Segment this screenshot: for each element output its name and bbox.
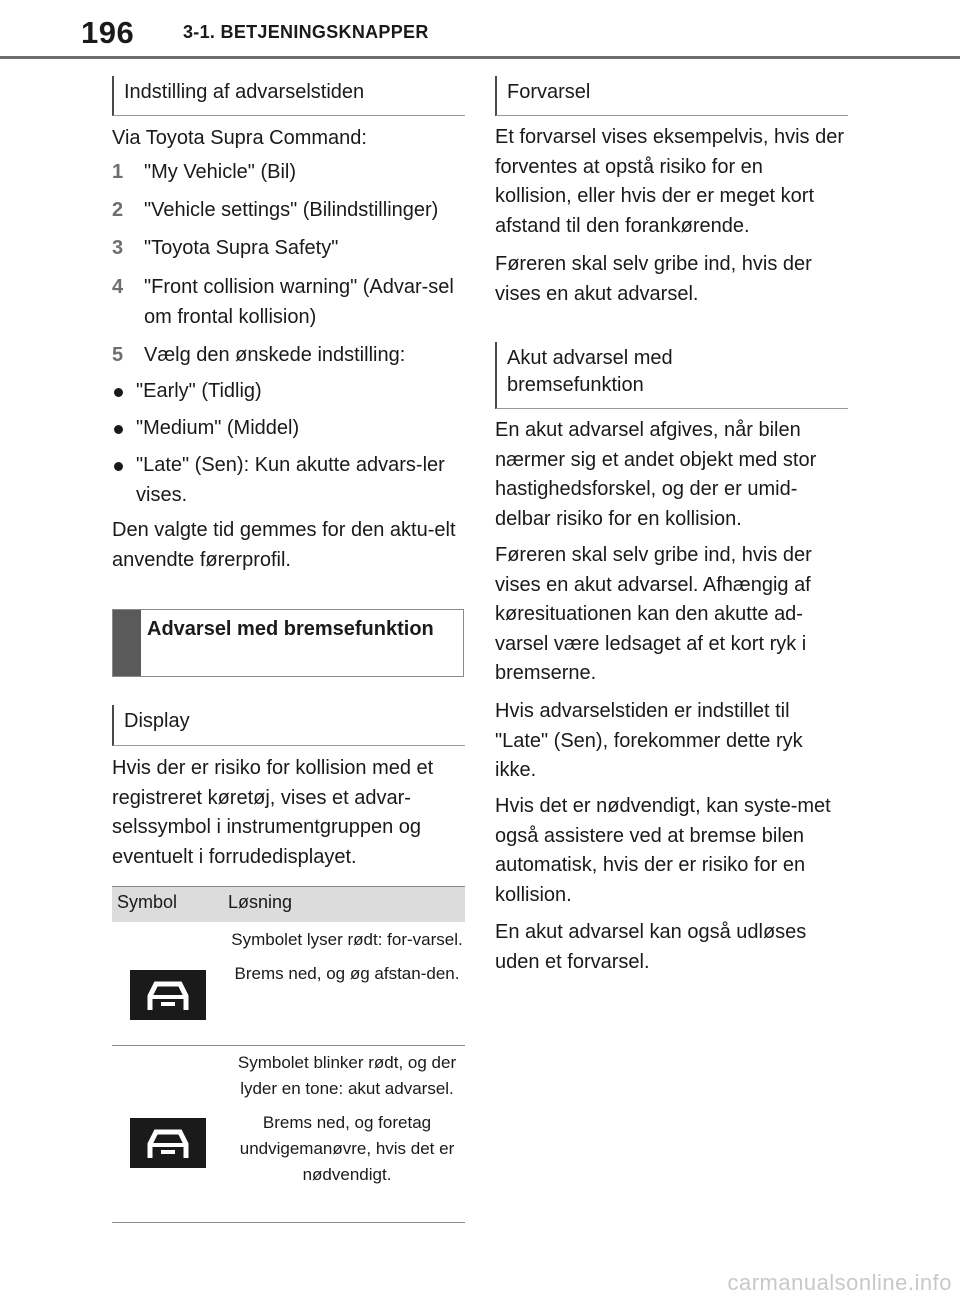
step-number: 1 — [112, 161, 124, 183]
step-number: 3 — [112, 237, 124, 259]
bullet-late — [112, 451, 469, 511]
step-3 — [112, 234, 469, 264]
step-1 — [112, 158, 469, 188]
acute-paragraph-5: En akut advarsel kan også udløses uden et forvarsel. — [495, 921, 807, 973]
page-number: 196 — [81, 15, 135, 50]
solution-text — [230, 927, 464, 987]
acute-paragraph-2: Føreren skal selv gribe ind, hvis der vises en akut advarsel. Afhængig af køresituationen kan den akutte ad-varsel være ledsaget af et kort ryk i bremserne. — [495, 544, 812, 684]
subhead-acute-text: Akut advarsel med bremsefunktion — [507, 347, 673, 396]
subhead-display-text: Display — [124, 710, 190, 732]
section-bar — [113, 610, 141, 676]
subhead-prewarning-text: Forvarsel — [507, 81, 591, 103]
solution-line-1: Symbolet blinker rødt, og der lyder en tone: akut advarsel. — [237, 1053, 457, 1098]
prewarning-paragraph-1: Et forvarsel vises eksempelvis, hvis der forventes at opstå risiko for en kollision, eller hvis der er meget kort afstand til den forankørende. — [495, 126, 845, 237]
step-text: "Toyota Supra Safety" — [144, 237, 339, 259]
watermark: carmanualsonline.info — [727, 1270, 952, 1295]
bullet-medium — [112, 414, 469, 444]
subhead-acute — [495, 342, 848, 409]
bullet-early — [112, 377, 469, 407]
header-rule — [0, 56, 960, 59]
bullet-dot — [114, 462, 123, 471]
car-warning-icon — [130, 1118, 206, 1168]
step-text: "Vehicle settings" (Bilindstillinger) — [144, 199, 439, 221]
solution-line-2: Brems ned, og øg afstan-den. — [234, 964, 460, 983]
bullet-text: "Early" (Tidlig) — [136, 380, 262, 402]
subhead-prewarning — [495, 76, 848, 116]
table-row — [112, 1046, 465, 1223]
solution-line-1: Symbolet lyser rødt: for-varsel. — [231, 930, 463, 949]
step-text: Vælg den ønskede indstilling: — [144, 344, 406, 366]
step-number: 2 — [112, 199, 124, 221]
step-2 — [112, 196, 469, 226]
car-warning-icon — [130, 970, 206, 1020]
bullet-text: "Medium" (Middel) — [136, 417, 300, 439]
subhead-display — [112, 705, 465, 746]
col-solution: Løsning — [228, 892, 293, 912]
chapter-title: 3-1. BETJENINGSKNAPPER — [183, 22, 429, 42]
acute-paragraph-1: En akut advarsel afgives, når bilen nærmer sig et andet objekt med stor hastighedsforskel, og der er umid-delbar risiko for en kollision. — [495, 419, 817, 530]
acute-paragraph-4: Hvis det er nødvendigt, kan syste-met også assistere ved at bremse bilen automatisk, hvis der er risiko for en kollision. — [495, 795, 831, 906]
bullet-dot — [114, 425, 123, 434]
bullet-text: "Late" (Sen): Kun akutte advars-ler vises. — [136, 454, 445, 506]
display-paragraph: Hvis der er risiko for kollision med et registreret køretøj, vises et advar-selssymbol i instrumentgruppen og eventuelt i forrudedisplayet. — [112, 757, 434, 868]
step-number: 5 — [112, 344, 124, 366]
step-text: "Front collision warning" (Advar-sel om frontal kollision) — [144, 276, 454, 328]
saved-profile-note: Den valgte tid gemmes for den aktu-elt anvendte førerprofil. — [112, 519, 456, 571]
subhead-warning-time — [112, 76, 465, 116]
via-command-text: Via Toyota Supra Command: — [112, 127, 367, 149]
section-title: Advarsel med bremsefunktion — [147, 618, 434, 640]
section-header-box — [112, 609, 464, 677]
table-row — [112, 922, 465, 1046]
table-header — [112, 886, 465, 922]
solution-line-2: Brems ned, og foretag undvigemanøvre, hvis det er nødvendigt. — [239, 1113, 455, 1184]
prewarning-paragraph-2: Føreren skal selv gribe ind, hvis der vises en akut advarsel. — [495, 253, 812, 305]
col-symbol: Symbol — [117, 892, 178, 912]
solution-text — [230, 1050, 464, 1188]
step-text: "My Vehicle" (Bil) — [144, 161, 297, 183]
page-header — [0, 0, 960, 62]
bullet-dot — [114, 388, 123, 397]
subhead-warning-time-text: Indstilling af advarselstiden — [124, 81, 365, 103]
acute-paragraph-3: Hvis advarselstiden er indstillet til "Late" (Sen), forekommer dette ryk ikke. — [495, 700, 803, 781]
step-5 — [112, 341, 469, 371]
step-number: 4 — [112, 276, 124, 298]
step-4 — [112, 273, 469, 333]
